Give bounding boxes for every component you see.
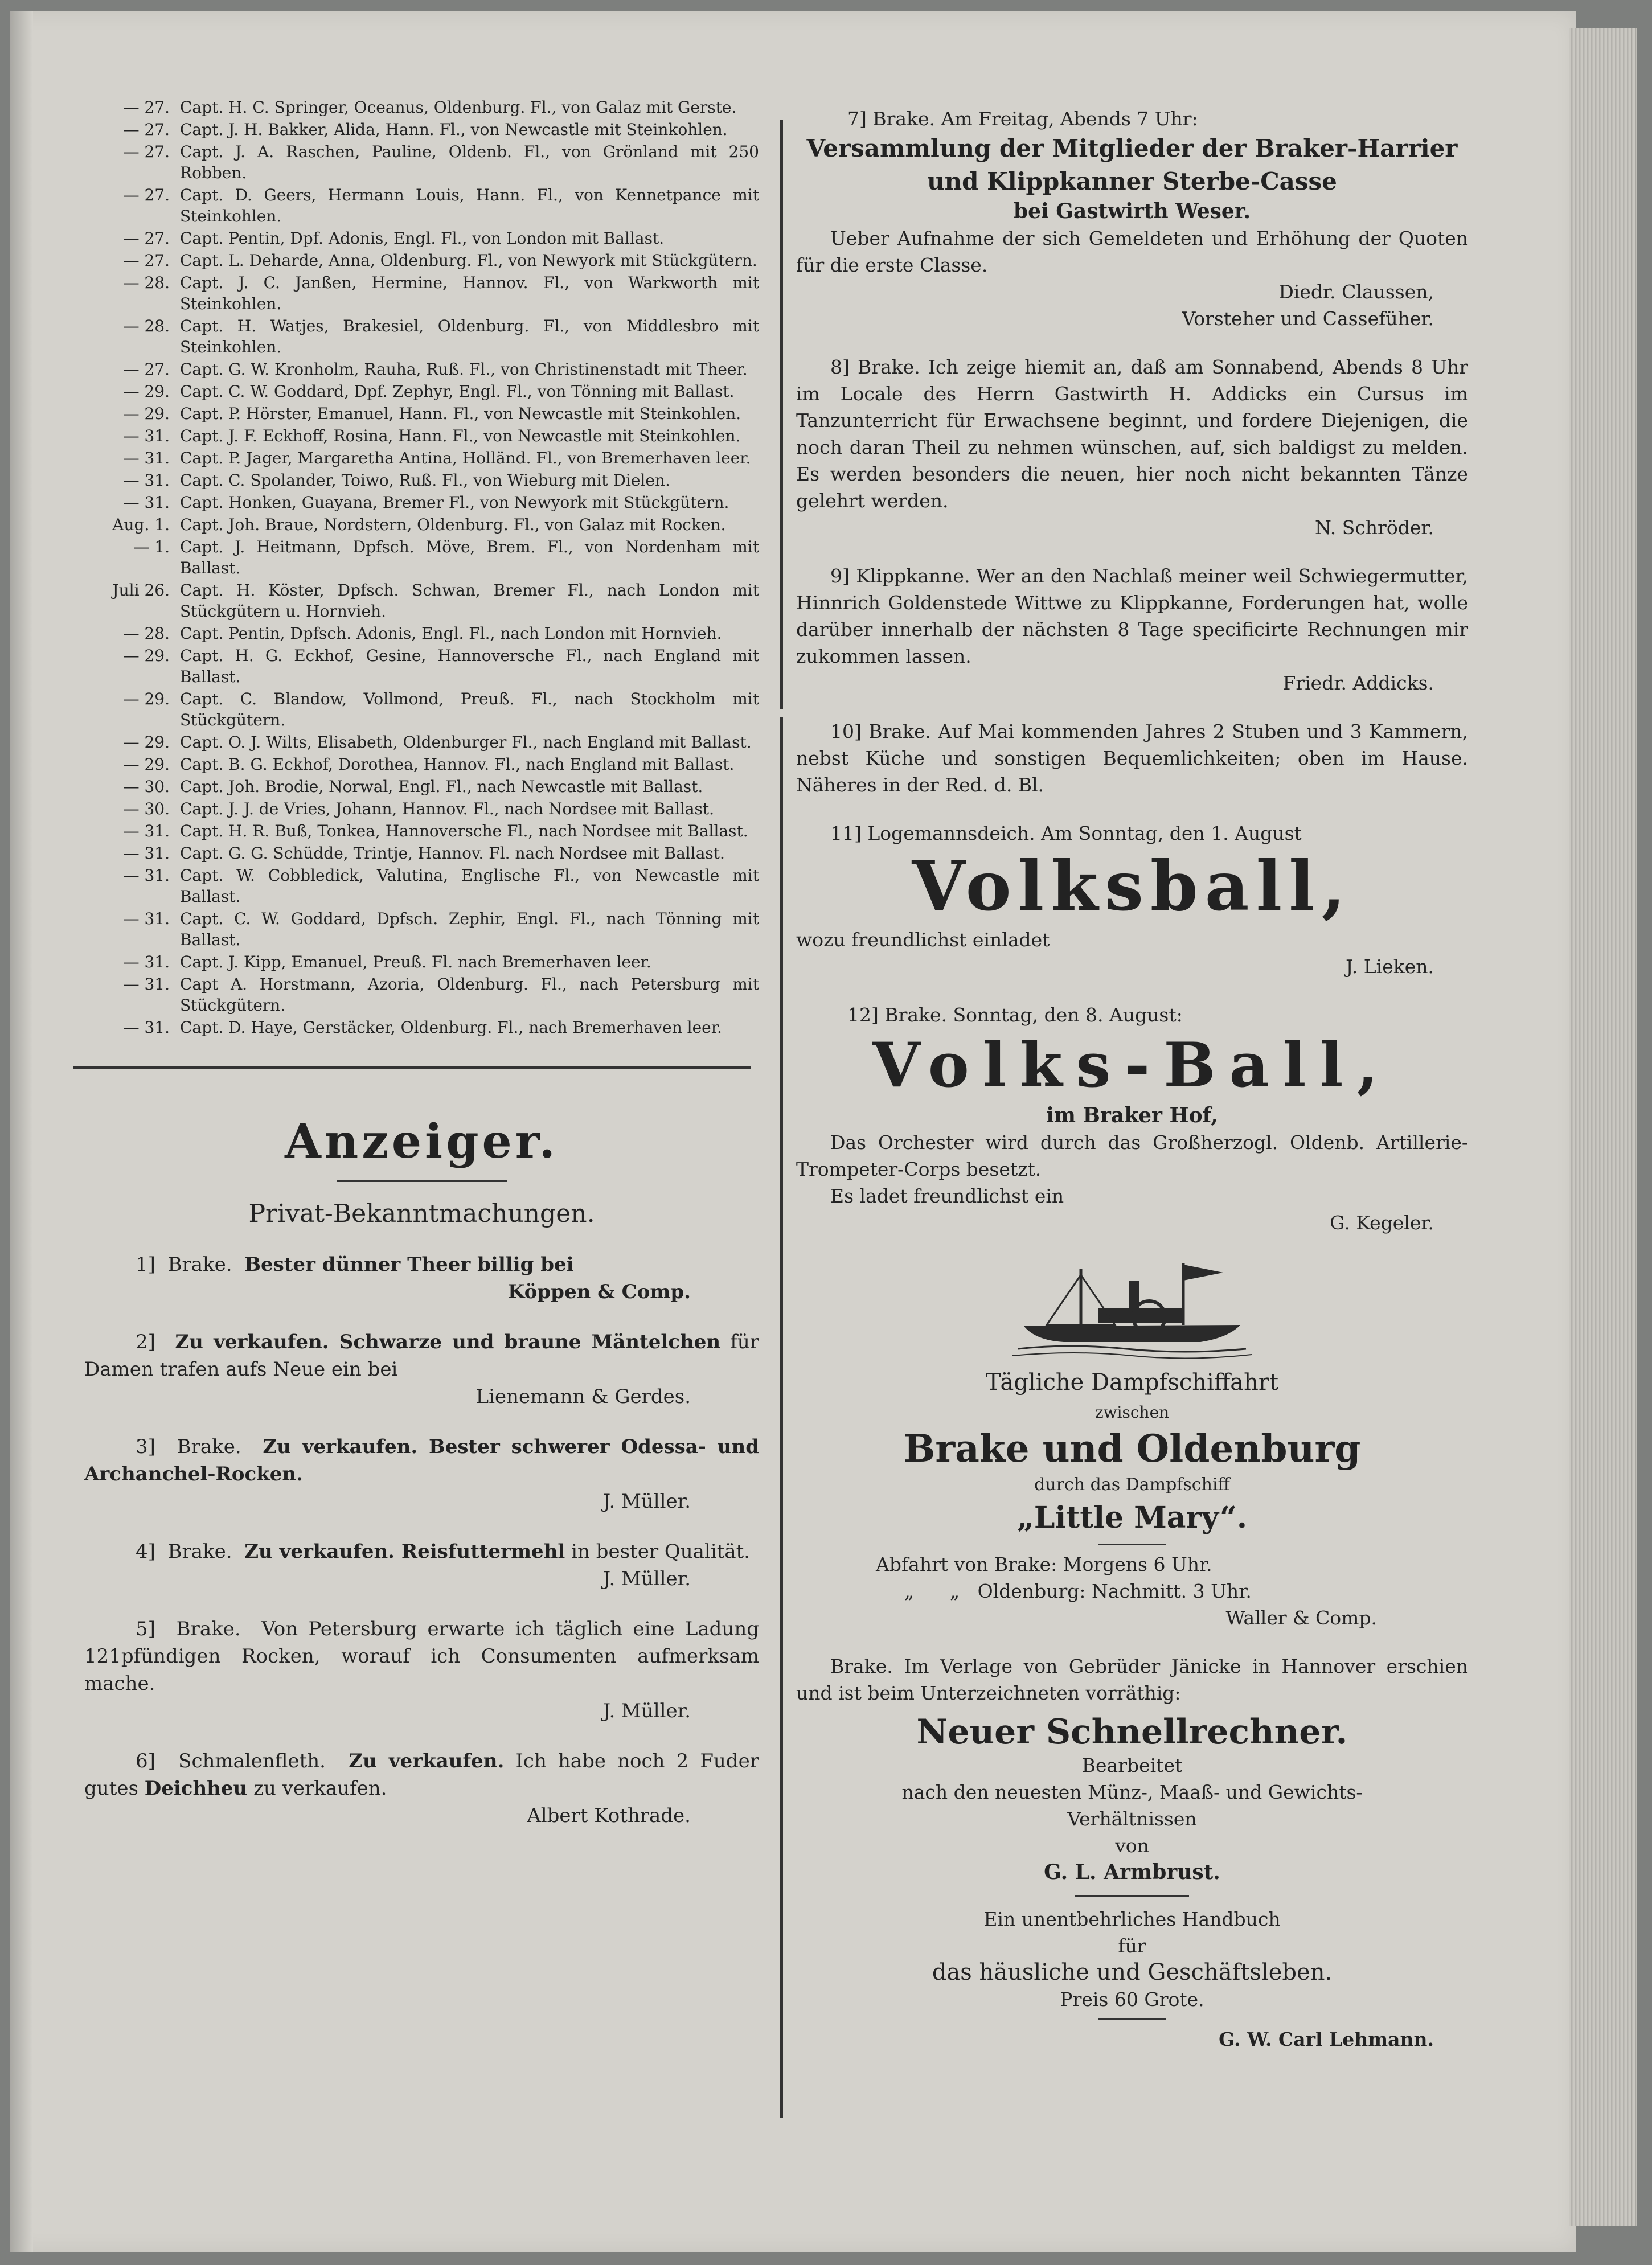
ad-bold-text: Zu verkaufen. Bester schwerer Odessa- und Archanchel-Rocken. [84, 1435, 759, 1486]
ship-text: Capt. L. Deharde, Anna, Oldenburg. Fl., von Newyork mit Stückgütern. [180, 251, 757, 270]
ad-signature: G. Kegeler. [1330, 1212, 1434, 1234]
book-line-1: Bearbeitet [1081, 1754, 1183, 1776]
ad-signature: Friedr. Addicks. [1282, 672, 1434, 694]
ship-text: Capt. P. Jager, Margaretha Antina, Holländ. Fl., von Bremerhaven leer. [180, 449, 751, 467]
book-signature: G. W. Carl Lehmann. [1219, 2028, 1434, 2050]
ship-text: Capt. C. Spolander, Toiwo, Ruß. Fl., von Wieburg mit Dielen. [180, 471, 670, 490]
ad-7 [796, 105, 1468, 332]
book-author: G. L. Armbrust. [1044, 1860, 1220, 1884]
ad-11 [796, 820, 1468, 980]
ship-text: Capt. H. C. Springer, Oceanus, Oldenburg. Fl., von Galaz mit Gerste. [180, 98, 737, 117]
book-page-edges [1569, 28, 1637, 2226]
ship-entry [84, 492, 759, 513]
ship-date: — 31. [123, 975, 170, 994]
ship-text: Capt. J. Kipp, Emanuel, Preuß. Fl. nach Bremerhaven leer. [180, 953, 651, 971]
title-rule [337, 1180, 507, 1182]
ad-place: Brake. [167, 1253, 232, 1276]
steamer-via: durch das Dampfschiff [1034, 1475, 1230, 1495]
ad-place: Schmalenfleth. [178, 1750, 326, 1772]
left-column [84, 97, 759, 1852]
ship-entry [84, 776, 759, 797]
ad-signature: N. Schröder. [1314, 516, 1434, 539]
ship-date: — 31. [123, 953, 170, 971]
ship-entry [84, 425, 759, 446]
ad-bold-text: Zu verkaufen. [349, 1750, 505, 1772]
steamer-ad [796, 1366, 1468, 1631]
book-line-2: nach den neuesten Münz-, Maaß- und Gewichts- [901, 1781, 1363, 1803]
ad-3 [84, 1433, 759, 1515]
ship-text: Capt. Honken, Guayana, Bremer Fl., von Newyork mit Stückgütern. [180, 493, 729, 512]
ad-number: 1] [136, 1253, 155, 1276]
ship-date: — 29. [123, 382, 170, 401]
ship-entry [84, 645, 759, 687]
section-divider [73, 1066, 751, 1069]
page-fold-shadow [10, 11, 33, 2252]
ad-signature: J. Müller. [602, 1700, 691, 1722]
book-title: Neuer Schnellrechner. [916, 1712, 1348, 1752]
ad-text: 8] Brake. Ich zeige hiemit an, daß am Sonnabend, Abends 8 Uhr im Locale des Herrn Gastwirth H. Addicks ein Cursus im Tanzunterricht für Erwachsene beginnt, und fordere Diejenigen, die noch daran Theil zu nehmen wünschen, auf, sich baldigst zu melden. Es werden besonders die neuen, hier noch nicht bekannten Tänze gelehrt werden. [796, 356, 1468, 512]
ship-text: Capt. Joh. Braue, Nordstern, Oldenburg. Fl., von Galaz mit Rocken. [180, 515, 726, 534]
ship-entry [84, 359, 759, 380]
ad-text: Ich habe noch 2 Fuder gutes [84, 1750, 759, 1800]
book-line-5: Ein unentbehrliches Handbuch [983, 1908, 1281, 1930]
departure-oldenburg: „ „ Oldenburg: Nachmitt. 3 Uhr. [904, 1580, 1252, 1602]
right-column [796, 105, 1468, 2074]
volks-ball-display: Volks-Ball, [872, 1029, 1392, 1101]
ad-text: Von Petersburg erwarte ich täglich eine Ladung 121pfündigen Rocken, worauf ich Consumenten aufmerksam mache. [84, 1618, 759, 1695]
ship-text: Capt. C. W. Goddard, Dpf. Zephyr, Engl. Fl., von Tönning mit Ballast. [180, 382, 735, 401]
ship-entry [84, 381, 759, 402]
ship-entry [84, 732, 759, 753]
ship-text: Capt. B. G. Eckhof, Dorothea, Hannov. Fl., nach England mit Ballast. [180, 755, 735, 774]
ship-entry [84, 798, 759, 819]
ship-entry [84, 580, 759, 622]
ship-text: Capt. C. W. Goddard, Dpfsch. Zephir, Engl. Fl., nach Tönning mit Ballast. [180, 909, 759, 949]
ad-number: 4] [136, 1540, 155, 1563]
book-line-6: für [1118, 1935, 1146, 1957]
ad-text-2: zu verkaufen. [253, 1777, 387, 1800]
ship-date: — 29. [123, 404, 170, 423]
ship-entry [84, 820, 759, 842]
ship-text: Capt. W. Cobbledick, Valutina, Englische Fl., von Newcastle mit Ballast. [180, 866, 759, 906]
ad-10 [796, 718, 1468, 798]
ship-date: — 29. [123, 733, 170, 752]
ship-text: Capt. H. R. Buß, Tonkea, Hannoversche Fl., nach Nordsee mit Ballast. [180, 822, 748, 840]
ship-entry [84, 315, 759, 358]
ad-text: in bester Qualität. [571, 1540, 751, 1563]
ship-date: — 31. [123, 1018, 170, 1037]
book-price: Preis 60 Grote. [1060, 1988, 1204, 2010]
departure-brake: Abfahrt von Brake: Morgens 6 Uhr. [876, 1553, 1212, 1575]
ship-date: — 30. [123, 799, 170, 818]
ad-text: für Damen trafen aufs Neue ein bei [84, 1331, 760, 1381]
ad-heading-2: und Klippkanner Sterbe-Casse [927, 167, 1337, 195]
ship-date: — 27. [123, 251, 170, 270]
ship-arrivals-list [84, 97, 759, 1038]
ship-date: — 30. [123, 777, 170, 796]
ad-number: 6] [136, 1750, 155, 1772]
ship-date: — 28. [123, 317, 170, 335]
ship-date: — 1. [133, 537, 170, 556]
book-rule [1075, 1895, 1189, 1897]
book-ad [796, 1653, 1468, 2053]
ad-text: Bester dünner Theer billig bei [244, 1253, 574, 1276]
ship-date: Aug. 1. [112, 515, 170, 534]
ad-subheading: im Braker Hof, [1046, 1103, 1218, 1127]
ad-number: 2] [136, 1331, 155, 1353]
ship-entry [84, 250, 759, 271]
ad-bold-text-2: Deichheu [144, 1777, 248, 1800]
ship-text: Capt. J. J. de Vries, Johann, Hannov. Fl., nach Nordsee mit Ballast. [180, 799, 715, 818]
ship-date: — 27. [123, 186, 170, 204]
ad-signature: J. Müller. [602, 1568, 691, 1590]
ad-place: Brake. [167, 1540, 232, 1563]
ship-entry [84, 865, 759, 907]
steamer-rule [1098, 1544, 1166, 1545]
ship-entry [84, 843, 759, 864]
ship-text: Capt. Pentin, Dpf. Adonis, Engl. Fl., von London mit Ballast. [180, 229, 665, 248]
ad-signature-title: Vorsteher und Cassefüher. [1182, 307, 1434, 330]
ship-text: Capt. C. Blandow, Vollmond, Preuß. Fl., nach Stockholm mit Stückgütern. [180, 690, 759, 729]
ad-signature: J. Lieken. [1346, 955, 1434, 978]
steamship-icon [1012, 1258, 1252, 1360]
ship-entry [84, 754, 759, 775]
ad-bold-text: Zu verkaufen. Reisfuttermehl [244, 1540, 565, 1563]
ship-date: — 31. [123, 866, 170, 885]
ship-date: — 29. [123, 690, 170, 708]
ad-intro: 12] Brake. Sonntag, den 8. August: [847, 1004, 1183, 1026]
ship-date: — 27. [123, 142, 170, 161]
ship-date: — 27. [123, 229, 170, 248]
steamer-signature: Waller & Comp. [1225, 1607, 1377, 1629]
ad-intro: 11] Logemannsdeich. Am Sonntag, den 1. August [830, 822, 1302, 844]
ad-signature: Köppen & Comp. [507, 1281, 691, 1303]
ship-entry [84, 97, 759, 118]
ship-text: Capt. J. Heitmann, Dpfsch. Möve, Brem. Fl., von Nordenham mit Ballast. [180, 537, 759, 577]
ship-entry [84, 1017, 759, 1038]
ad-heading: Versammlung der Mitglieder der Braker-Harrier [806, 134, 1458, 162]
ad-text: wozu freundlichst einladet [796, 929, 1050, 951]
ship-entry [84, 951, 759, 973]
ad-text-2: Es ladet freundlichst ein [830, 1185, 1064, 1207]
ship-text: Capt. O. J. Wilts, Elisabeth, Oldenburger Fl., nach England mit Ballast. [180, 733, 752, 752]
ship-text: Capt. H. G. Eckhof, Gesine, Hannoversche Fl., nach England mit Ballast. [180, 646, 759, 686]
ship-date: — 31. [123, 822, 170, 840]
ad-12 [796, 1002, 1468, 1236]
ad-8 [796, 354, 1468, 541]
ship-entry [84, 536, 759, 578]
ad-signature: Diedr. Claussen, [1278, 281, 1434, 303]
ad-text: Das Orchester wird durch das Großherzogl. Oldenb. Artillerie-Trompeter-Corps besetzt. [796, 1131, 1468, 1180]
ad-number: 5] [136, 1618, 155, 1640]
ship-date: — 31. [123, 844, 170, 863]
ship-text: Capt. G. G. Schüdde, Trintje, Hannov. Fl. nach Nordsee mit Ballast. [180, 844, 725, 863]
ship-date: — 28. [123, 624, 170, 643]
ship-text: Capt. H. Köster, Dpfsch. Schwan, Bremer Fl., nach London mit Stückgütern u. Hornvieh. [180, 581, 759, 621]
ship-text: Capt. H. Watjes, Brakesiel, Oldenburg. Fl., von Middlesbro mit Steinkohlen. [180, 317, 759, 356]
ship-text: Capt. D. Haye, Gerstäcker, Oldenburg. Fl., nach Bremerhaven leer. [180, 1018, 722, 1037]
ship-entry [84, 688, 759, 731]
ship-text: Capt. P. Hörster, Emanuel, Hann. Fl., von Newcastle mit Steinkohlen. [180, 404, 741, 423]
volksball-display: Volksball, [912, 846, 1352, 926]
ship-text: Capt. Joh. Brodie, Norwal, Engl. Fl., nach Newcastle mit Ballast. [180, 777, 703, 796]
steamer-route: Brake und Oldenburg [903, 1426, 1361, 1471]
ad-intro: 7] Brake. Am Freitag, Abends 7 Uhr: [847, 108, 1198, 130]
book-line-7: das häusliche und Geschäftsleben. [932, 1959, 1333, 1985]
ship-text: Capt. D. Geers, Hermann Louis, Hann. Fl., von Kennetpance mit Steinkohlen. [180, 186, 759, 225]
ship-entry [84, 228, 759, 249]
ship-entry [84, 141, 759, 183]
column-divider-bottom [780, 717, 783, 2118]
ship-text: Capt. J. C. Janßen, Hermine, Hannov. Fl., von Warkworth mit Steinkohlen. [180, 273, 759, 313]
ship-date: — 29. [123, 646, 170, 665]
ad-9 [796, 563, 1468, 696]
ad-1 [84, 1251, 759, 1306]
ship-entry [84, 448, 759, 469]
book-line-4: von [1115, 1835, 1149, 1857]
ship-entry [84, 184, 759, 227]
ad-bold-text: Zu verkaufen. Schwarze und braune Mäntelchen [175, 1331, 721, 1353]
ad-place: Brake. [176, 1618, 241, 1640]
ship-text: Capt. J. H. Bakker, Alida, Hann. Fl., von Newcastle mit Steinkohlen. [180, 120, 728, 139]
ship-entry [84, 272, 759, 314]
ship-date: — 27. [123, 360, 170, 379]
steamer-heading: Tägliche Dampfschiffahrt [985, 1369, 1279, 1396]
ship-date: Juli 26. [112, 581, 170, 600]
ad-signature: Albert Kothrade. [527, 1804, 691, 1827]
ad-4 [84, 1538, 759, 1593]
steamer-between: zwischen [1094, 1403, 1170, 1422]
ad-text: Ueber Aufnahme der sich Gemeldeten und Erhöhung der Quoten für die erste Classe. [796, 227, 1468, 276]
ship-text: Capt. G. W. Kronholm, Rauha, Ruß. Fl., von Christinenstadt mit Theer. [180, 360, 748, 379]
anzeiger-title: Anzeiger. [285, 1114, 559, 1169]
ship-entry [84, 514, 759, 535]
ad-text: 10] Brake. Auf Mai kommenden Jahres 2 Stuben und 3 Kammern, nebst Küche und sonstigen Bequemlichkeiten; oben im Hause. Näheres in der Red. d. Bl. [796, 720, 1468, 796]
ship-date: — 31. [123, 449, 170, 467]
book-rule-2 [1098, 2018, 1166, 2020]
ad-signature: J. Müller. [602, 1490, 691, 1513]
ad-5 [84, 1615, 759, 1725]
ad-heading-3: bei Gastwirth Weser. [1014, 199, 1251, 223]
ad-number: 3] [136, 1435, 155, 1458]
ship-text: Capt. J. A. Raschen, Pauline, Oldenb. Fl., von Grönland mit 250 Robben. [180, 142, 759, 182]
ship-entry [84, 470, 759, 491]
ship-entry [84, 119, 759, 140]
book-line-3: Verhältnissen [1067, 1808, 1197, 1830]
ship-date: — 31. [123, 426, 170, 445]
ship-text: Capt. Pentin, Dpfsch. Adonis, Engl. Fl., nach London mit Hornvieh. [180, 624, 722, 643]
ship-text: Capt. J. F. Eckhoff, Rosina, Hann. Fl., von Newcastle mit Steinkohlen. [180, 426, 741, 445]
ship-date: — 31. [123, 493, 170, 512]
steamer-ship-name: „Little Mary“. [1017, 1500, 1247, 1535]
ship-text: Capt A. Horstmann, Azoria, Oldenburg. Fl., nach Petersburg mit Stückgütern. [180, 975, 759, 1015]
ad-text: 9] Klippkanne. Wer an den Nachlaß meiner weil Schwiegermutter, Hinnrich Goldenstede Wittwe zu Klippkanne, Forderungen hat, wolle darüber innerhalb der nächsten 8 Tage specificirte Rechnungen mir zukommen lassen. [796, 565, 1468, 667]
book-intro: Brake. Im Verlage von Gebrüder Jänicke in Hannover erschien und ist beim Unterzeichneten vorräthig: [796, 1655, 1468, 1704]
ship-date: — 31. [123, 471, 170, 490]
newspaper-page [10, 11, 1576, 2252]
ship-entry [84, 908, 759, 950]
private-notices-heading: Privat-Bekanntmachungen. [248, 1199, 595, 1228]
ad-2 [84, 1328, 759, 1410]
ship-date: — 27. [123, 120, 170, 139]
ship-entry [84, 974, 759, 1016]
ship-date: — 28. [123, 273, 170, 292]
ship-date: — 27. [123, 98, 170, 117]
ad-place: Brake. [177, 1435, 241, 1458]
ship-entry [84, 403, 759, 424]
column-divider-top [780, 120, 783, 709]
ad-6 [84, 1747, 759, 1829]
ad-signature: Lienemann & Gerdes. [475, 1385, 691, 1408]
ship-date: — 29. [123, 755, 170, 774]
ship-entry [84, 623, 759, 644]
ship-date: — 31. [123, 909, 170, 928]
